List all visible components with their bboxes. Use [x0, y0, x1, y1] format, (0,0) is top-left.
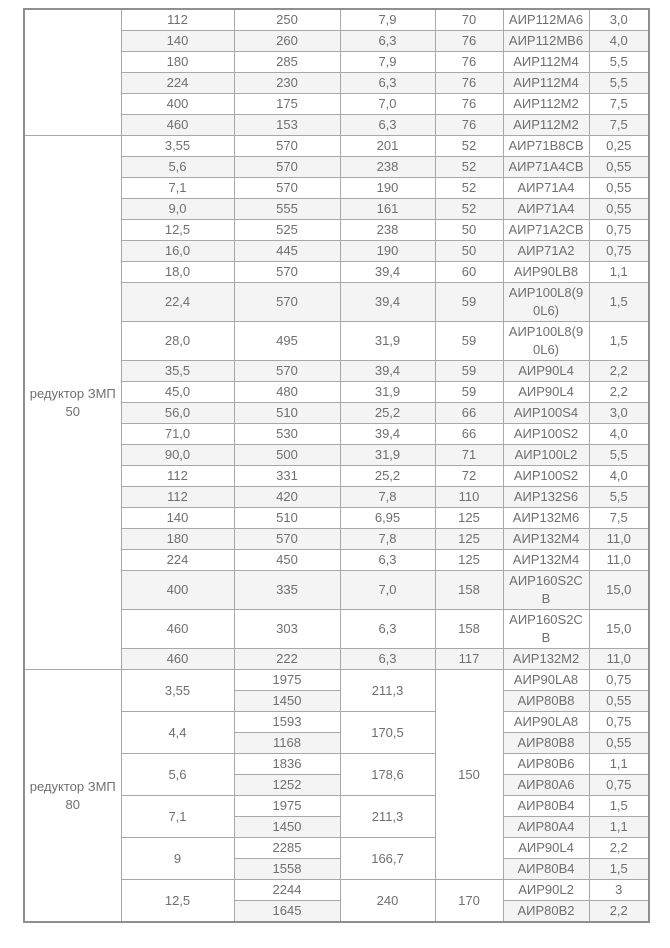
torque-cell: 6,3: [340, 550, 435, 571]
torque-cell: 7,8: [340, 529, 435, 550]
param-cell: 170: [435, 880, 503, 923]
param-cell: 125: [435, 550, 503, 571]
speed-cell: 335: [234, 571, 340, 610]
motor-cell: АИР80В4: [503, 796, 589, 817]
param-cell: 71: [435, 445, 503, 466]
ratio-cell: 18,0: [121, 262, 234, 283]
power-cell: 0,55: [589, 178, 649, 199]
power-cell: 0,55: [589, 691, 649, 712]
torque-cell: 161: [340, 199, 435, 220]
torque-cell: 39,4: [340, 361, 435, 382]
param-cell: 59: [435, 361, 503, 382]
param-cell: 76: [435, 52, 503, 73]
ratio-cell: 12,5: [121, 220, 234, 241]
speed-cell: 555: [234, 199, 340, 220]
reducer-label-cell: редуктор ЗМП 80: [24, 670, 121, 923]
power-cell: 5,5: [589, 445, 649, 466]
speed-cell: 570: [234, 136, 340, 157]
motor-cell: АИР80В8: [503, 691, 589, 712]
power-cell: 1,1: [589, 754, 649, 775]
param-cell: 52: [435, 136, 503, 157]
power-cell: 0,55: [589, 733, 649, 754]
torque-cell: 39,4: [340, 283, 435, 322]
torque-cell: 39,4: [340, 424, 435, 445]
power-cell: 3,0: [589, 9, 649, 31]
speed-cell: 570: [234, 283, 340, 322]
power-cell: 4,0: [589, 424, 649, 445]
motor-cell: АИР80В2: [503, 901, 589, 923]
motor-cell: АИР112М2: [503, 94, 589, 115]
reducer-label-cell: [24, 9, 121, 136]
table-row: [24, 9, 649, 31]
param-cell: 76: [435, 94, 503, 115]
power-cell: 1,5: [589, 283, 649, 322]
ratio-cell: 460: [121, 610, 234, 649]
power-cell: 15,0: [589, 610, 649, 649]
power-cell: 0,75: [589, 241, 649, 262]
power-cell: 5,5: [589, 487, 649, 508]
speed-cell: 303: [234, 610, 340, 649]
power-cell: 7,5: [589, 508, 649, 529]
power-cell: 1,5: [589, 796, 649, 817]
table-body: [24, 9, 649, 922]
power-cell: 4,0: [589, 31, 649, 52]
ratio-cell: 45,0: [121, 382, 234, 403]
ratio-cell: 180: [121, 529, 234, 550]
motor-cell: АИР100S2: [503, 424, 589, 445]
motor-cell: АИР160S2СВ: [503, 610, 589, 649]
motor-cell: АИР90LA8: [503, 712, 589, 733]
param-cell: 66: [435, 424, 503, 445]
speed-cell: 510: [234, 403, 340, 424]
motor-cell: АИР90L2: [503, 880, 589, 901]
torque-cell: 6,3: [340, 31, 435, 52]
speed-cell: 445: [234, 241, 340, 262]
param-cell: 76: [435, 31, 503, 52]
param-cell: 50: [435, 241, 503, 262]
speed-cell: 1450: [234, 691, 340, 712]
torque-cell: 6,3: [340, 610, 435, 649]
speed-cell: 530: [234, 424, 340, 445]
power-cell: 0,55: [589, 199, 649, 220]
motor-cell: АИР112М4: [503, 73, 589, 94]
speed-cell: 525: [234, 220, 340, 241]
power-cell: 1,1: [589, 262, 649, 283]
ratio-cell: 112: [121, 466, 234, 487]
speed-cell: 1975: [234, 796, 340, 817]
power-cell: 2,2: [589, 361, 649, 382]
speed-cell: 222: [234, 649, 340, 670]
ratio-cell: 9: [121, 838, 234, 880]
power-cell: 1,5: [589, 322, 649, 361]
power-cell: 2,2: [589, 901, 649, 923]
power-cell: 0,25: [589, 136, 649, 157]
param-cell: 50: [435, 220, 503, 241]
table-row: [24, 670, 649, 691]
ratio-cell: 16,0: [121, 241, 234, 262]
speed-cell: 495: [234, 322, 340, 361]
torque-cell: 238: [340, 157, 435, 178]
ratio-cell: 22,4: [121, 283, 234, 322]
torque-cell: 31,9: [340, 445, 435, 466]
motor-cell: АИР100L2: [503, 445, 589, 466]
speed-cell: 1645: [234, 901, 340, 923]
torque-cell: 25,2: [340, 466, 435, 487]
param-cell: 59: [435, 322, 503, 361]
param-cell: 125: [435, 529, 503, 550]
ratio-cell: 28,0: [121, 322, 234, 361]
ratio-cell: 71,0: [121, 424, 234, 445]
motor-cell: АИР112М4: [503, 52, 589, 73]
speed-cell: 420: [234, 487, 340, 508]
param-cell: 52: [435, 178, 503, 199]
speed-cell: 230: [234, 73, 340, 94]
speed-cell: 1168: [234, 733, 340, 754]
power-cell: 4,0: [589, 466, 649, 487]
ratio-cell: 7,1: [121, 178, 234, 199]
param-cell: 125: [435, 508, 503, 529]
speed-cell: 2244: [234, 880, 340, 901]
power-cell: 1,1: [589, 817, 649, 838]
ratio-cell: 140: [121, 31, 234, 52]
motor-cell: АИР100S4: [503, 403, 589, 424]
motor-cell: АИР90L4: [503, 361, 589, 382]
power-cell: 0,55: [589, 157, 649, 178]
speed-cell: 250: [234, 9, 340, 31]
speed-cell: 510: [234, 508, 340, 529]
torque-cell: 31,9: [340, 322, 435, 361]
motor-cell: АИР112МВ6: [503, 31, 589, 52]
power-cell: 2,2: [589, 838, 649, 859]
power-cell: 0,75: [589, 670, 649, 691]
ratio-cell: 4,4: [121, 712, 234, 754]
param-cell: 158: [435, 571, 503, 610]
torque-cell: 7,8: [340, 487, 435, 508]
speed-cell: 570: [234, 361, 340, 382]
ratio-cell: 12,5: [121, 880, 234, 923]
torque-cell: 7,9: [340, 9, 435, 31]
speed-cell: 153: [234, 115, 340, 136]
ratio-cell: 3,55: [121, 136, 234, 157]
torque-cell: 211,3: [340, 670, 435, 712]
power-cell: 15,0: [589, 571, 649, 610]
motor-cell: АИР80В4: [503, 859, 589, 880]
param-cell: 150: [435, 670, 503, 880]
motor-cell: АИР100S2: [503, 466, 589, 487]
motor-cell: АИР80В8: [503, 733, 589, 754]
motor-cell: АИР80В6: [503, 754, 589, 775]
param-cell: 76: [435, 73, 503, 94]
reducer-label-cell: редуктор ЗМП 50: [24, 136, 121, 670]
speed-cell: 1836: [234, 754, 340, 775]
speed-cell: 570: [234, 178, 340, 199]
motor-cell: АИР132М2: [503, 649, 589, 670]
torque-cell: 6,3: [340, 649, 435, 670]
motor-cell: АИР132М6: [503, 508, 589, 529]
power-cell: 0,75: [589, 220, 649, 241]
param-cell: 59: [435, 382, 503, 403]
ratio-cell: 35,5: [121, 361, 234, 382]
motor-cell: АИР71А4: [503, 178, 589, 199]
torque-cell: 240: [340, 880, 435, 923]
power-cell: 5,5: [589, 73, 649, 94]
power-cell: 0,75: [589, 712, 649, 733]
torque-cell: 6,3: [340, 115, 435, 136]
motor-cell: АИР71В8СВ: [503, 136, 589, 157]
table-row: [24, 136, 649, 157]
power-cell: 5,5: [589, 52, 649, 73]
ratio-cell: 7,1: [121, 796, 234, 838]
param-cell: 110: [435, 487, 503, 508]
ratio-cell: 400: [121, 94, 234, 115]
speed-cell: 1450: [234, 817, 340, 838]
param-cell: 52: [435, 157, 503, 178]
param-cell: 117: [435, 649, 503, 670]
ratio-cell: 400: [121, 571, 234, 610]
speed-cell: 2285: [234, 838, 340, 859]
param-cell: 76: [435, 115, 503, 136]
power-cell: 7,5: [589, 115, 649, 136]
speed-cell: 285: [234, 52, 340, 73]
speed-cell: 1593: [234, 712, 340, 733]
motor-cell: АИР71А4СВ: [503, 157, 589, 178]
torque-cell: 201: [340, 136, 435, 157]
ratio-cell: 180: [121, 52, 234, 73]
motor-cell: АИР132М4: [503, 550, 589, 571]
motor-cell: АИР132S6: [503, 487, 589, 508]
speed-cell: 450: [234, 550, 340, 571]
ratio-cell: 460: [121, 649, 234, 670]
power-cell: 2,2: [589, 382, 649, 403]
torque-cell: 211,3: [340, 796, 435, 838]
param-cell: 70: [435, 9, 503, 31]
motor-cell: АИР100L8(90L6): [503, 322, 589, 361]
ratio-cell: 5,6: [121, 157, 234, 178]
power-cell: 11,0: [589, 529, 649, 550]
motor-cell: АИР80А6: [503, 775, 589, 796]
power-cell: 11,0: [589, 550, 649, 571]
power-cell: 1,5: [589, 859, 649, 880]
motor-cell: АИР80А4: [503, 817, 589, 838]
torque-cell: 166,7: [340, 838, 435, 880]
speed-cell: 570: [234, 529, 340, 550]
ratio-cell: 112: [121, 9, 234, 31]
torque-cell: 31,9: [340, 382, 435, 403]
param-cell: 52: [435, 199, 503, 220]
power-cell: 11,0: [589, 649, 649, 670]
motor-cell: АИР132М4: [503, 529, 589, 550]
ratio-cell: 224: [121, 550, 234, 571]
param-cell: 60: [435, 262, 503, 283]
speed-cell: 1558: [234, 859, 340, 880]
ratio-cell: 5,6: [121, 754, 234, 796]
torque-cell: 7,0: [340, 571, 435, 610]
speed-cell: 260: [234, 31, 340, 52]
motor-cell: АИР100L8(90L6): [503, 283, 589, 322]
ratio-cell: 224: [121, 73, 234, 94]
motor-cell: АИР71А4: [503, 199, 589, 220]
speed-cell: 570: [234, 157, 340, 178]
speed-cell: 175: [234, 94, 340, 115]
torque-cell: 6,95: [340, 508, 435, 529]
ratio-cell: 140: [121, 508, 234, 529]
motor-cell: АИР112МА6: [503, 9, 589, 31]
reducer-motor-spec-table: [23, 8, 650, 923]
motor-cell: АИР71А2: [503, 241, 589, 262]
torque-cell: 25,2: [340, 403, 435, 424]
torque-cell: 7,0: [340, 94, 435, 115]
motor-cell: АИР160S2СВ: [503, 571, 589, 610]
param-cell: 66: [435, 403, 503, 424]
speed-cell: 570: [234, 262, 340, 283]
speed-cell: 500: [234, 445, 340, 466]
param-cell: 158: [435, 610, 503, 649]
power-cell: 7,5: [589, 94, 649, 115]
speed-cell: 1252: [234, 775, 340, 796]
ratio-cell: 56,0: [121, 403, 234, 424]
torque-cell: 178,6: [340, 754, 435, 796]
ratio-cell: 9,0: [121, 199, 234, 220]
motor-cell: АИР71А2СВ: [503, 220, 589, 241]
ratio-cell: 3,55: [121, 670, 234, 712]
torque-cell: 190: [340, 178, 435, 199]
speed-cell: 331: [234, 466, 340, 487]
torque-cell: 190: [340, 241, 435, 262]
motor-cell: АИР90LB8: [503, 262, 589, 283]
param-cell: 59: [435, 283, 503, 322]
power-cell: 0,75: [589, 775, 649, 796]
torque-cell: 39,4: [340, 262, 435, 283]
torque-cell: 170,5: [340, 712, 435, 754]
motor-cell: АИР90LA8: [503, 670, 589, 691]
torque-cell: 6,3: [340, 73, 435, 94]
motor-cell: АИР90L4: [503, 382, 589, 403]
speed-cell: 1975: [234, 670, 340, 691]
torque-cell: 7,9: [340, 52, 435, 73]
power-cell: 3,0: [589, 403, 649, 424]
power-cell: 3: [589, 880, 649, 901]
motor-cell: АИР112М2: [503, 115, 589, 136]
param-cell: 72: [435, 466, 503, 487]
ratio-cell: 460: [121, 115, 234, 136]
motor-cell: АИР90L4: [503, 838, 589, 859]
speed-cell: 480: [234, 382, 340, 403]
torque-cell: 238: [340, 220, 435, 241]
ratio-cell: 90,0: [121, 445, 234, 466]
ratio-cell: 112: [121, 487, 234, 508]
